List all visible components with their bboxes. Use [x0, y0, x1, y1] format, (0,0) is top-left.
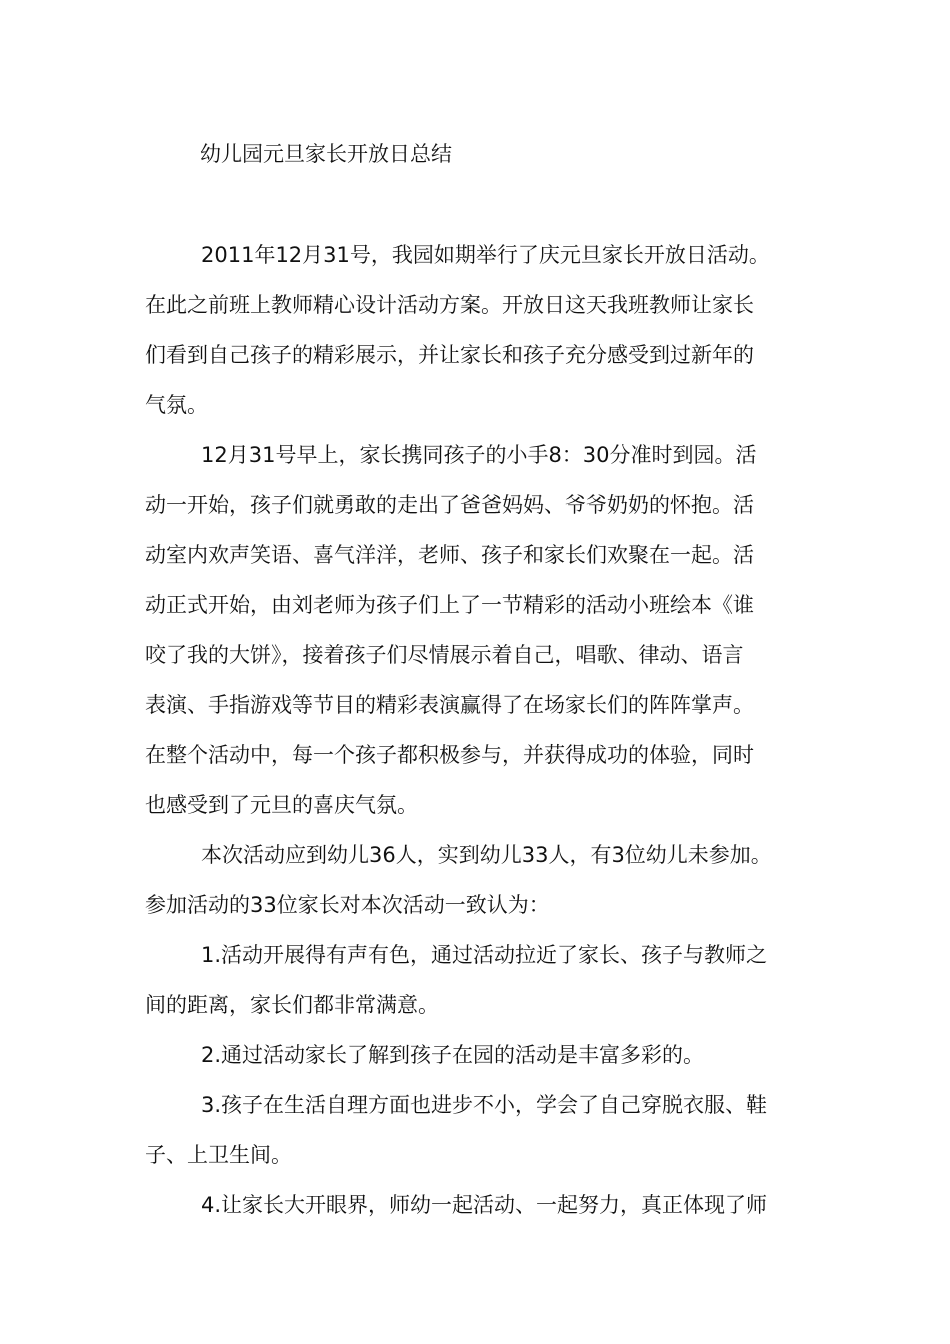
text-line: 2011年12月31号，我园如期举行了庆元旦家长开放日活动。 — [201, 243, 770, 267]
document-title: 幼儿园元旦家长开放日总结 — [200, 142, 452, 166]
text-line: 参加活动的33位家长对本次活动一致认为： — [145, 893, 550, 917]
text-line: 间的距离，家长们都非常满意。 — [145, 993, 439, 1017]
text-line: 1.活动开展得有声有色，通过活动拉近了家长、孩子与教师之 — [201, 943, 768, 967]
text-line: 子、上卫生间。 — [145, 1143, 292, 1167]
text-line: 动一开始，孩子们就勇敢的走出了爸爸妈妈、爷爷奶奶的怀抱。活 — [145, 493, 754, 517]
text-line: 在此之前班上教师精心设计活动方案。开放日这天我班教师让家长 — [145, 293, 754, 317]
text-line: 动室内欢声笑语、喜气洋洋，老师、孩子和家长们欢聚在一起。活 — [145, 543, 754, 567]
text-line: 12月31号早上，家长携同孩子的小手8：30分准时到园。活 — [201, 443, 757, 467]
text-line: 表演、手指游戏等节目的精彩表演赢得了在场家长们的阵阵掌声。 — [145, 693, 754, 717]
text-line: 在整个活动中，每一个孩子都积极参与，并获得成功的体验，同时 — [145, 743, 754, 767]
text-line: 3.孩子在生活自理方面也进步不小，学会了自己穿脱衣服、鞋 — [201, 1093, 768, 1117]
text-line: 动正式开始，由刘老师为孩子们上了一节精彩的活动小班绘本《谁 — [145, 593, 754, 617]
text-line: 也感受到了元旦的喜庆气氛。 — [145, 793, 418, 817]
text-line: 咬了我的大饼》，接着孩子们尽情展示着自己，唱歌、律动、语言 — [145, 643, 744, 667]
text-line: 们看到自己孩子的精彩展示，并让家长和孩子充分感受到过新年的 — [145, 343, 754, 367]
text-line: 本次活动应到幼儿36人，实到幼儿33人，有3位幼儿未参加。 — [201, 843, 772, 867]
text-line: 2.通过活动家长了解到孩子在园的活动是丰富多彩的。 — [201, 1043, 705, 1067]
document-body — [145, 230, 815, 1230]
text-line: 4.让家长大开眼界，师幼一起活动、一起努力，真正体现了师 — [201, 1193, 768, 1217]
text-line: 气氛。 — [145, 393, 208, 417]
